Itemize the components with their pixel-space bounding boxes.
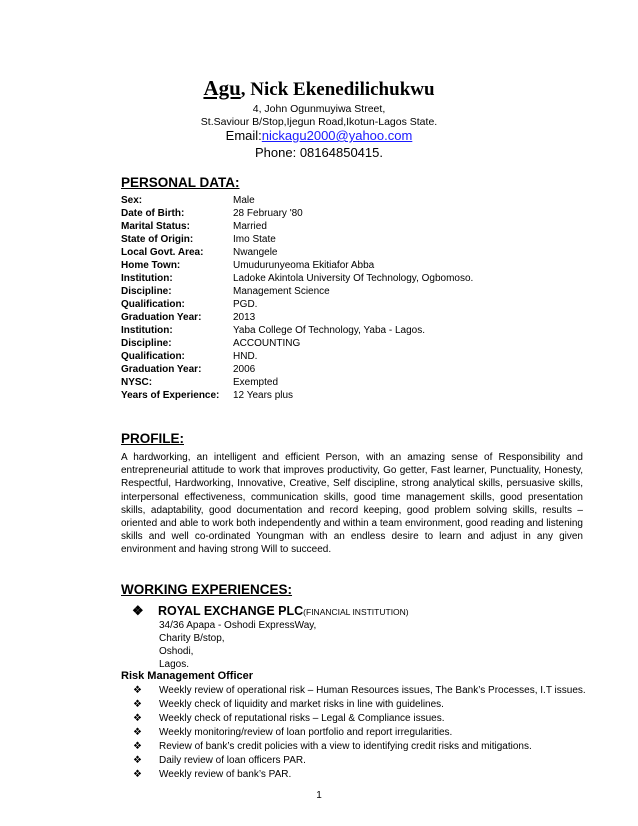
duty-item [133, 713, 445, 724]
company-address-line: Oshodi, [159, 646, 194, 657]
diamond-bullet-icon: ❖ [133, 713, 142, 724]
personal-row [121, 233, 276, 246]
row-key: Qualification: [121, 351, 185, 362]
personal-row [121, 207, 303, 220]
row-value: HND. [233, 351, 258, 362]
personal-row [121, 389, 293, 402]
row-value: Yaba College Of Technology, Yaba - Lagos. [233, 325, 425, 336]
diamond-bullet-icon: ❖ [133, 741, 142, 752]
role-title: Risk Management Officer [121, 670, 254, 682]
experience-heading: WORKING EXPERIENCES: [121, 582, 293, 597]
row-key: State of Origin: [121, 234, 194, 245]
company-name: ROYAL EXCHANGE PLC [158, 604, 304, 618]
given-names: , Nick Ekenedilichukwu [240, 79, 435, 100]
diamond-bullet-icon: ❖ [133, 685, 142, 696]
duty-text: Weekly monitoring/review of loan portfolio and report irregularities. [159, 727, 453, 738]
duty-item [133, 755, 306, 766]
surname: Agu [203, 76, 241, 100]
personal-row [121, 246, 277, 259]
diamond-bullet-icon: ❖ [133, 755, 142, 766]
address-line-2: St.Saviour B/Stop,Ijegun Road,Ikotun-Lagos State. [200, 116, 438, 128]
row-value: 2013 [233, 312, 256, 323]
diamond-bullet-icon: ❖ [132, 603, 144, 618]
duty-item [133, 699, 444, 710]
row-key: Institution: [121, 273, 173, 284]
personal-row [121, 272, 473, 285]
company-line [132, 603, 409, 619]
page-number: 1 [316, 790, 322, 801]
row-key: Date of Birth: [121, 208, 185, 219]
personal-row [121, 337, 300, 350]
row-key: Graduation Year: [121, 312, 202, 323]
duty-item [133, 769, 291, 780]
duty-item [133, 685, 586, 696]
company-address-line: Charity B/stop, [159, 633, 225, 644]
row-key: Institution: [121, 325, 173, 336]
diamond-bullet-icon: ❖ [133, 727, 142, 738]
personal-row [121, 350, 257, 363]
duty-text: Weekly check of reputational risks – Legal & Compliance issues. [159, 713, 445, 724]
row-key: NYSC: [121, 377, 153, 388]
company-note: (FINANCIAL INSTITUTION) [303, 607, 409, 617]
personal-row [121, 324, 425, 337]
row-key: Sex: [121, 195, 143, 206]
duty-item [133, 727, 452, 738]
row-key: Home Town: [121, 260, 181, 271]
row-value: Imo State [233, 234, 276, 245]
company-address-line: Lagos. [159, 659, 190, 670]
row-value: PGD. [233, 299, 258, 310]
row-value: 12 Years plus [233, 390, 294, 401]
personal-row [121, 220, 267, 233]
duty-text: Weekly check of liquidity and market risks in line with guidelines. [159, 699, 444, 710]
diamond-bullet-icon: ❖ [133, 769, 142, 780]
row-key: Local Govt. Area: [121, 247, 204, 258]
row-key: Years of Experience: [121, 390, 220, 401]
row-key: Discipline: [121, 286, 172, 297]
row-key: Graduation Year: [121, 364, 202, 375]
row-value: Management Science [233, 286, 330, 297]
address-line-1: 4, John Ogunmuyiwa Street, [252, 103, 386, 115]
candidate-name [0, 76, 638, 101]
row-value: Male [233, 195, 255, 206]
personal-row [121, 376, 278, 389]
personal-row [121, 363, 255, 376]
row-value: Umudurunyeoma Ekitiafor Abba [233, 260, 375, 271]
diamond-bullet-icon: ❖ [133, 699, 142, 710]
duty-text: Daily review of loan officers PAR. [159, 755, 306, 766]
personal-row [121, 259, 374, 272]
profile-heading: PROFILE: [121, 431, 184, 446]
row-value: Exempted [233, 377, 279, 388]
row-value: 28 February '80 [233, 208, 303, 219]
row-key: Qualification: [121, 299, 185, 310]
phone-line: Phone: 08164850415. [255, 145, 383, 160]
email-line [0, 128, 638, 143]
duty-text: Review of bank’s credit policies with a view to identifying credit risks and mitigations. [159, 741, 532, 752]
row-value: Nwangele [233, 247, 278, 258]
personal-row [121, 285, 330, 298]
personal-row [121, 194, 255, 207]
personal-data-heading: PERSONAL DATA: [121, 175, 240, 190]
company-address-line: 34/36 Apapa - Oshodi ExpressWay, [159, 620, 317, 631]
email-link[interactable]: nickagu2000@yahoo.com [261, 128, 413, 143]
row-value: Married [233, 221, 267, 232]
duty-item [133, 741, 532, 752]
duty-text: Weekly review of operational risk – Human Resources issues, The Bank’s Processes, I.T issues. [159, 685, 586, 696]
row-value: ACCOUNTING [233, 338, 301, 349]
personal-row [121, 298, 257, 311]
profile-text: A hardworking, an intelligent and efficient Person, with an amazing sense of Responsibility and entrepreneurial attitude to work that improves productivity, Go getter, Fast learner, Punctuality, Honesty, Respectful, Hardworking, Innovative, Creative, Self discipline, strong analytical skills, persuasive skills, interpersonal effectiveness, communication skills, good time management skills, good presentation skills, adaptability, good documentation and record keeping, good problem solving skills, results – oriented and able to work both independently and within a team environment, good reading and listening skills and well co-ordinated Youngman with an endless desire to learn and adjust in any given environment and having strong Will to succeed. [121, 452, 583, 556]
email-label: Email: [225, 128, 262, 143]
duty-text: Weekly review of bank’s PAR. [159, 769, 292, 780]
row-value: Ladoke Akintola University Of Technology, Ogbomoso. [233, 273, 474, 284]
row-key: Marital Status: [121, 221, 190, 232]
personal-row [121, 311, 255, 324]
row-key: Discipline: [121, 338, 172, 349]
row-value: 2006 [233, 364, 256, 375]
